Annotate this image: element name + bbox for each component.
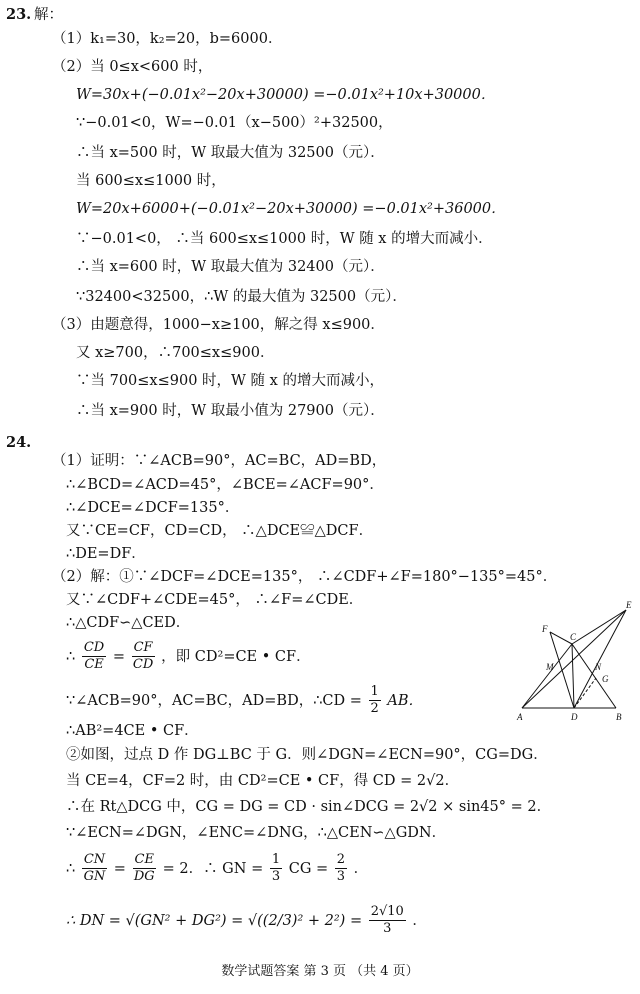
q24-line: （2）解：①∵∠DCF=∠DCE=135°， ∴∠CDF+∠F=180°−135°=45°． (52, 569, 558, 585)
q24-line: ∴∠DCE=∠DCF=135°． (66, 500, 240, 516)
label-g: G (602, 674, 609, 684)
segment-ac (522, 644, 572, 708)
q24-line: ②如图，过点 D 作 DG⊥BC 于 G．则∠DGN=∠ECN=90°，CG=DG． (66, 747, 548, 763)
q24-line: ∴DE=DF． (66, 546, 146, 562)
q24-line: ∴∠BCD=∠ACD=45°，∠BCE=∠ACF=90°． (66, 477, 384, 493)
fraction: $\frac{1}{2}$ (370, 684, 379, 716)
segment-ce (572, 610, 626, 644)
label-a: A (517, 712, 523, 722)
q23-line: （3）由题意得，1000−x≥100，解之得 x≤900． (52, 317, 385, 333)
fraction: $\frac{CF}{CD}$ (132, 640, 154, 672)
q23-line: ∴当 x=600 时，W 取最大值为 32400（元）． (76, 259, 385, 275)
dn-equation: ∴ DN = √(GN² + DG²) = √((2/3)² + 2²) = $\frac{2√10}{3}$ ． (66, 904, 427, 936)
gn-equation: ∴ $\frac{CN}{GN}$ = $\frac{CE}{DG}$ = 2．∴ GN = $\frac{1}{3}$ CG = $\frac{2}{3}$ ． (66, 852, 369, 884)
q23-number: 23. (6, 6, 32, 23)
q23-line: （2）当 0≤x<600 时， (52, 59, 213, 75)
fraction: $\frac{1}{3}$ (271, 852, 281, 884)
cd-half-equation: ∵∠ACB=90°，AC=BC，AD=BD，∴CD = $\frac{1}{2}$ AB． (66, 684, 424, 716)
q24-line: ∴△CDF∽△CED． (66, 615, 191, 631)
q24-line: 又∵CE=CF，CD=CD， ∴△DCE≌△DCF． (66, 523, 374, 539)
q23-line: 又 x≥700，∴700≤x≤900． (76, 345, 275, 361)
label-b: B (616, 712, 622, 722)
q23-line: ∵−0.01<0，W=−0.01（x−500）²+32500， (76, 115, 393, 131)
label-m: M (546, 662, 554, 672)
q24-line: 又∵∠CDF+∠CDE=45°， ∴∠F=∠CDE． (66, 592, 364, 608)
q23-line: W=20x+6000+(−0.01x²−20x+30000) =−0.01x²+36000． (76, 201, 506, 217)
q23-line: 当 600≤x≤1000 时， (76, 173, 226, 189)
q24-line: ∵∠ECN=∠DGN，∠ENC=∠DNG，∴△CEN∽△GDN． (66, 825, 447, 841)
label-f: F (542, 624, 548, 634)
fraction: $\frac{2}{3}$ (336, 852, 346, 884)
q23-line: ∵32400<32500，∴W 的最大值为 32500（元）． (76, 289, 407, 305)
q24-line: （1）证明：∵∠ACB=90°，AC=BC，AD=BD， (52, 453, 387, 469)
fraction: $\frac{2√10}{3}$ (370, 904, 404, 936)
q23-line: ∴当 x=500 时，W 取最大值为 32500（元）． (76, 145, 385, 161)
label-e: E (626, 600, 632, 610)
q23-line: （1）k₁=30，k₂=20，b=6000． (52, 31, 283, 47)
q23-line: ∵−0.01<0， ∴当 600≤x≤1000 时，W 随 x 的增大而减小． (76, 231, 493, 247)
q24-line: ∴在 Rt△DCG 中，CG = DG = CD · sin∠DCG = 2√2 × sin45° = 2． (66, 799, 552, 815)
q24-number: 24. (6, 434, 32, 451)
q23-head: 解： (34, 7, 63, 23)
q23-line: ∵当 700≤x≤900 时，W 随 x 的增大而减小， (76, 373, 384, 389)
segment-cd (572, 644, 574, 708)
fraction: $\frac{CE}{DG}$ (133, 852, 155, 884)
q23-line: W=30x+(−0.01x²−20x+30000) =−0.01x²+10x+30000． (76, 87, 496, 103)
q23-line: ∴当 x=900 时，W 取最小值为 27900（元）． (76, 403, 385, 419)
q24-line: ∴AB²=4CE • CF． (66, 723, 199, 739)
segment-dg (574, 678, 596, 708)
q24-line: 当 CE=4，CF=2 时，由 CD²=CE • CF，得 CD = 2√2． (66, 773, 460, 789)
ratio-equation: ∴ $\frac{CD}{CE}$ = $\frac{CF}{CD}$ ，即 CD²=CE • CF． (66, 640, 311, 672)
label-d: D (571, 712, 578, 722)
geometry-figure (512, 598, 638, 728)
fraction: $\frac{CN}{GN}$ (83, 852, 106, 884)
page-footer: 数学试题答案 第 3 页 （共 4 页） (221, 964, 419, 979)
label-c: C (570, 632, 577, 642)
label-n: N (595, 662, 602, 672)
fraction: $\frac{CD}{CE}$ (83, 640, 105, 672)
